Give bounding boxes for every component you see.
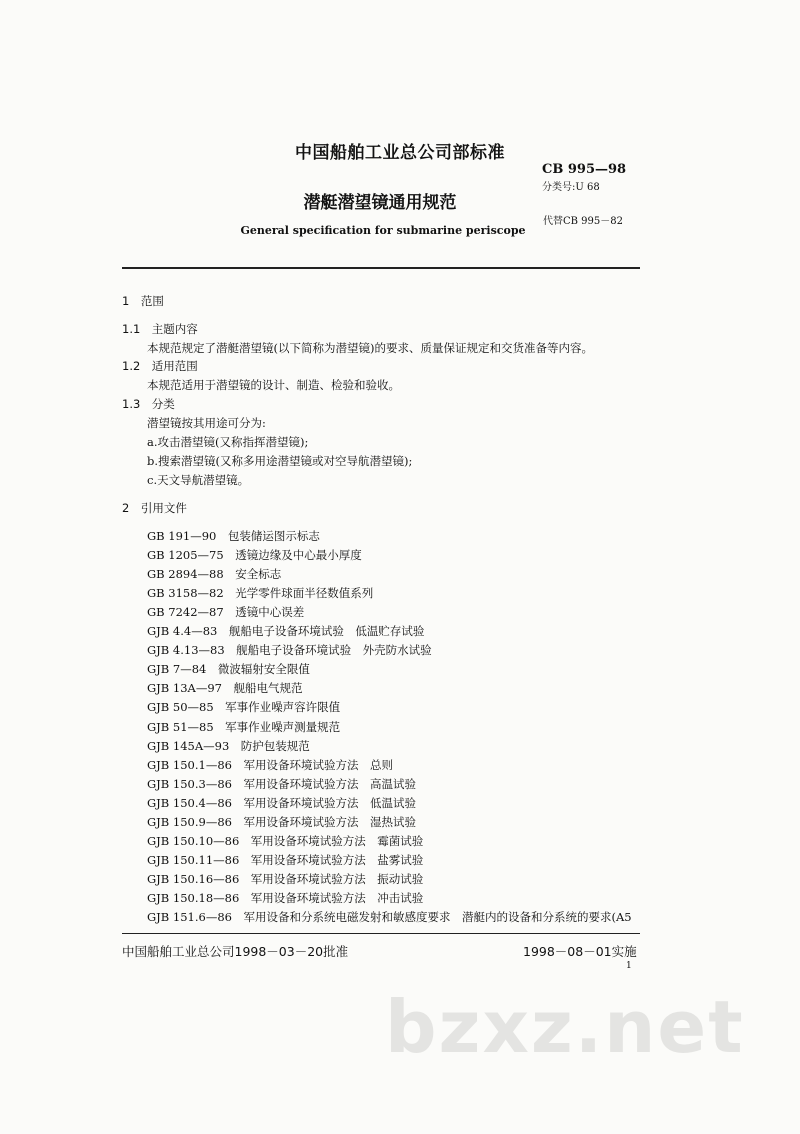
effective-date: 1998－08－01实施	[523, 944, 637, 959]
document-title-en: General specification for submarine periscope	[240, 224, 526, 237]
section-2-heading: 2 引用文件	[122, 501, 187, 515]
list-item-c: c.天文导航潜望镜。	[147, 473, 250, 487]
reference-item: GB 3158—82 光学零件球面半径数值系列	[147, 586, 374, 601]
section-1-2-heading: 1.2 适用范围	[122, 359, 198, 373]
list-item-a: a.攻击潜望镜(又称指挥潜望镜);	[147, 435, 309, 449]
reference-item: GJB 4.13—83 舰船电子设备环境试验 外壳防水试验	[147, 643, 432, 658]
section-1-2-text: 本规范适用于潜望镜的设计、制造、检验和验收。	[147, 378, 400, 392]
reference-item: GJB 150.4—86 军用设备环境试验方法 低温试验	[147, 795, 416, 810]
reference-item: GJB 150.16—86 军用设备环境试验方法 振动试验	[147, 871, 424, 886]
approval-date: 中国船舶工业总公司1998－03－20批准	[122, 944, 349, 959]
reference-item: GJB 13A—97 舰船电气规范	[147, 681, 303, 696]
reference-item: GJB 150.18—86 军用设备环境试验方法 冲击试验	[147, 890, 424, 905]
section-1-3-heading: 1.3 分类	[122, 397, 175, 411]
issuing-organization: 中国船舶工业总公司部标准	[295, 143, 505, 163]
reference-item: GJB 150.1—86 军用设备环境试验方法 总则	[147, 757, 393, 772]
reference-item: GJB 150.11—86 军用设备环境试验方法 盐雾试验	[147, 852, 424, 867]
document-title-zh: 潜艇潜望镜通用规范	[303, 193, 457, 213]
reference-item: GJB 150.3—86 军用设备环境试验方法 高温试验	[147, 776, 416, 791]
reference-item: GJB 4.4—83 舰船电子设备环境试验 低温贮存试验	[147, 624, 425, 639]
classification-number: 分类号:U 68	[542, 182, 600, 193]
reference-item: GB 2894—88 安全标志	[147, 567, 282, 582]
list-item-b: b.搜索潜望镜(又称多用途潜望镜或对空导航潜望镜);	[147, 454, 413, 468]
section-1-1-heading: 1.1 主题内容	[122, 322, 198, 336]
section-1-heading: 1 范围	[122, 294, 164, 308]
reference-item: GJB 151.6—86 军用设备和分系统电磁发射和敏感度要求 潜艇内的设备和分系统的要求(A5	[147, 910, 632, 924]
header-rule	[122, 267, 640, 269]
replaces-standard: 代替CB 995－82	[543, 216, 623, 227]
section-1-1-text: 本规范规定了潜艇潜望镜(以下简称为潜望镜)的要求、质量保证规定和交货准备等内容。	[147, 341, 593, 355]
standard-number: CB 995—98	[542, 162, 627, 177]
reference-item: GB 191—90 包装储运图示标志	[147, 529, 320, 543]
page-number: 1	[626, 961, 632, 971]
reference-item: GJB 150.9—86 军用设备环境试验方法 湿热试验	[147, 814, 416, 829]
section-1-3-text: 潜望镜按其用途可分为:	[147, 416, 266, 430]
reference-item: GJB 7—84 微波辐射安全限值	[147, 662, 310, 677]
watermark: bzxz.net	[385, 985, 745, 1069]
reference-item: GB 7242—87 透镜中心误差	[147, 605, 305, 620]
reference-item: GJB 150.10—86 军用设备环境试验方法 霉菌试验	[147, 833, 424, 848]
footer-rule	[122, 933, 640, 934]
reference-item: GJB 145A—93 防护包装规范	[147, 738, 310, 753]
reference-item: GB 1205—75 透镜边缘及中心最小厚度	[147, 548, 362, 563]
reference-item: GJB 51—85 军事作业噪声测量规范	[147, 719, 341, 734]
reference-item: GJB 50—85 军事作业噪声容许限值	[147, 700, 341, 715]
